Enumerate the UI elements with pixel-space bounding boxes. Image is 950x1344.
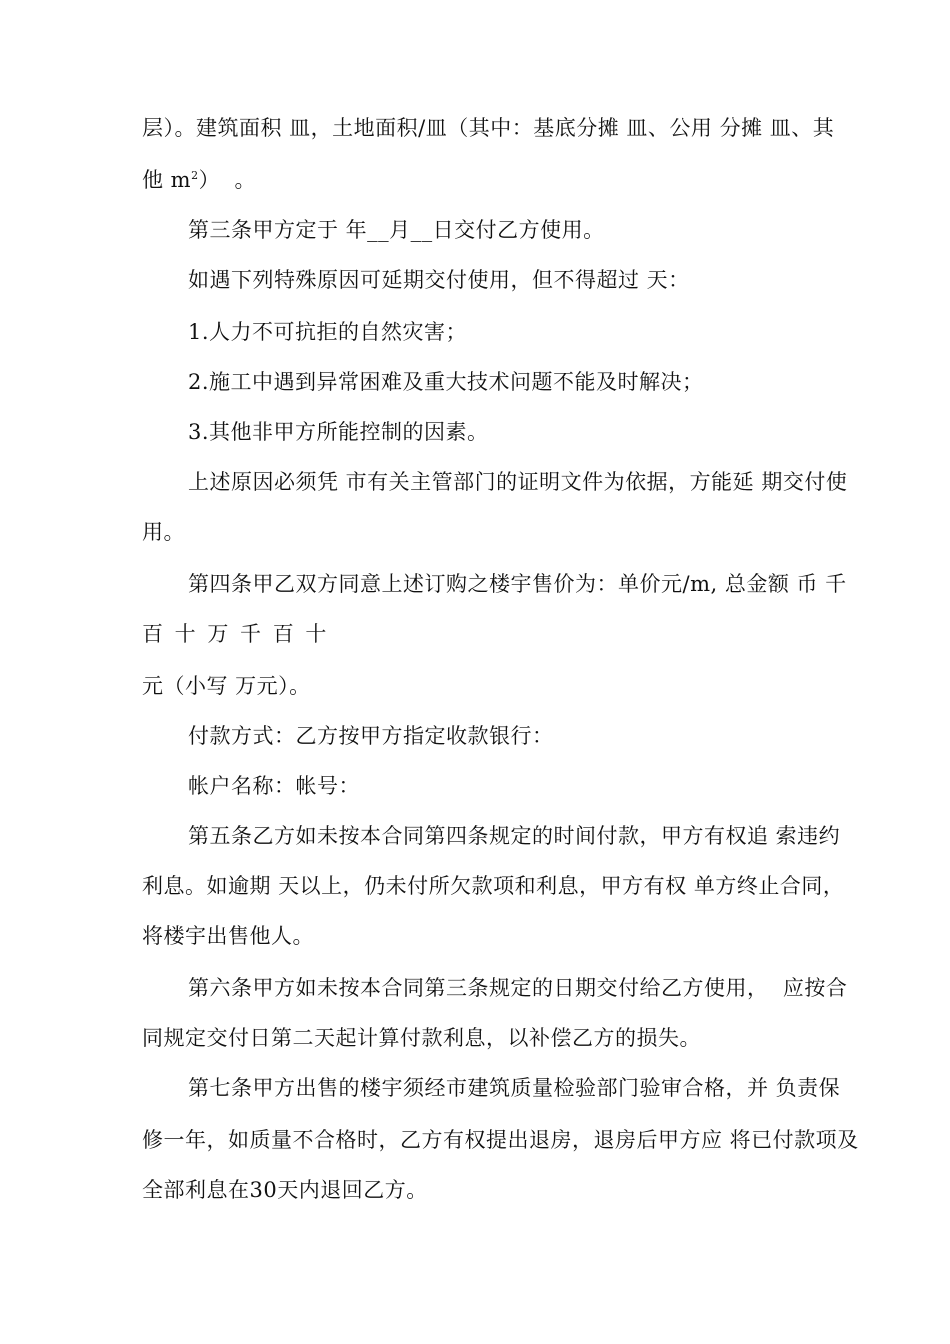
text-line <box>142 170 256 191</box>
text-line: 同规定交付日第二天起计算付款利息，以补偿乙方的损失。 <box>142 1026 701 1050</box>
text-line: 用。 <box>142 520 185 544</box>
text-line: 付款方式：乙方按甲方指定收款银行： <box>188 724 554 748</box>
text-line: 第四条甲乙双方同意上述订购之楼宇售价为：单价元/m, 总金额 币 千 <box>188 572 847 596</box>
text-line: 上述原因必须凭 市有关主管部门的证明文件为依据，方能延 期交付使 <box>188 470 848 494</box>
text-span: 他 m <box>142 168 192 192</box>
text-line: 帐户名称：帐号： <box>188 774 360 798</box>
text-line: 1.人力不可抗拒的自然灾害； <box>188 320 468 344</box>
text-line: 3.其他非甲方所能控制的因素。 <box>188 420 489 444</box>
text-line: 2.施工中遇到异常困难及重大技术问题不能及时解决； <box>188 370 704 394</box>
text-line: 第三条甲方定于 年__月__日交付乙方使用。 <box>188 218 605 242</box>
superscript: 2 <box>191 169 199 182</box>
text-line: 百 十 万 千 百 十 <box>142 622 327 646</box>
text-line: 将楼宇出售他人。 <box>142 924 314 948</box>
text-line: 利息。如逾期 天以上，仍未付所欠款项和利息，甲方有权 单方终止合同， <box>142 874 845 898</box>
text-line: 修一年，如质量不合格时，乙方有权提出退房，退房后甲方应 将已付款项及 <box>142 1128 859 1152</box>
text-span: ） 。 <box>198 168 256 192</box>
text-line: 第六条甲方如未按本合同第三条规定的日期交付给乙方使用， 应按合 <box>188 976 848 1000</box>
text-line: 如遇下列特殊原因可延期交付使用，但不得超过 天： <box>188 268 690 292</box>
text-line: 全部利息在30天内退回乙方。 <box>142 1178 428 1202</box>
text-line: 第七条甲方出售的楼宇须经市建筑质量检验部门验审合格，并 负责保 <box>188 1076 841 1100</box>
text-line: 层）。建筑面积 皿，土地面积/皿（其中：基底分摊 皿、公用 分摊 皿、其 <box>142 116 835 140</box>
text-line: 元（小写 万元）。 <box>142 674 311 698</box>
text-line: 第五条乙方如未按本合同第四条规定的时间付款，甲方有权追 索违约 <box>188 824 841 848</box>
